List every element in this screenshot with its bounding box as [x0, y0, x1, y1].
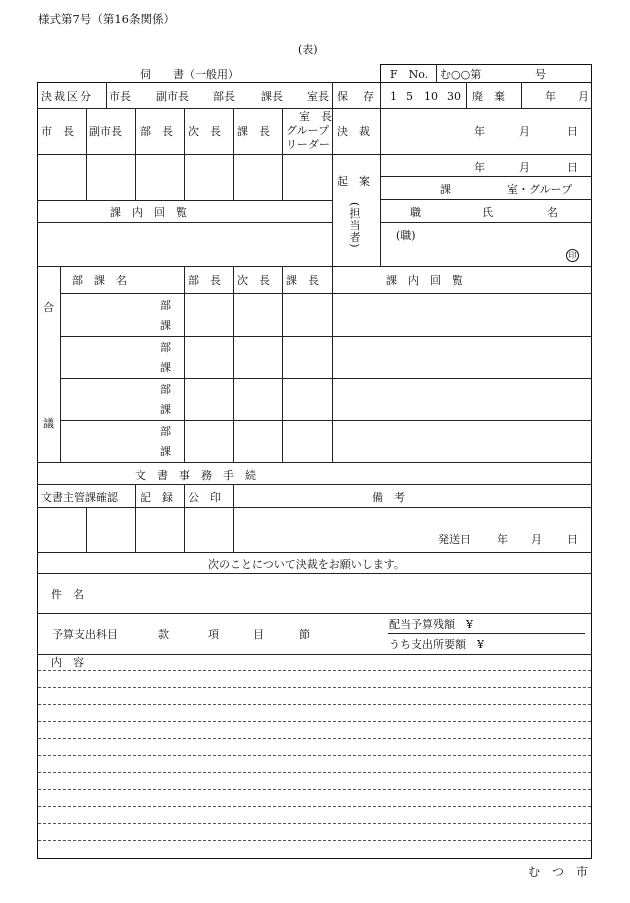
approver-leader: リーダー	[286, 138, 330, 151]
city-name: む つ 市	[528, 865, 589, 879]
gougi-header-kairan: 課 内 回 覧	[386, 274, 463, 287]
gougi-row2-ka: 課	[160, 361, 171, 374]
bunsho-biko: 備 考	[372, 491, 405, 504]
decision-option-office-chief[interactable]: 室長	[307, 90, 329, 103]
kessai-date-month: 月	[519, 125, 530, 138]
hassobi-year: 年	[497, 533, 508, 546]
retention-year-5[interactable]: 5	[406, 90, 413, 103]
bunsho-kiroku: 記 録	[140, 491, 173, 504]
kian-date-month: 月	[519, 161, 530, 174]
gougi-row1-ka: 課	[160, 319, 171, 332]
retention-year-1[interactable]: 1	[390, 90, 397, 103]
kessai-date-day: 日	[567, 125, 578, 138]
f-no-value: む○○第	[440, 68, 482, 81]
form-number: 様式第7号（第16条関係）	[38, 12, 175, 26]
bunsho-title: 文 書 事 務 手 続	[135, 469, 256, 482]
budget-moku: 目	[253, 628, 264, 641]
gougi-header-jicho: 次 長	[237, 274, 270, 287]
decision-label: 決裁区分	[41, 90, 93, 103]
tanto-label: (担当者)	[348, 202, 361, 249]
approver-director: 部 長	[140, 125, 173, 138]
f-no-suffix: 号	[535, 68, 546, 81]
form-title: 伺 書（一般用）	[140, 68, 239, 81]
approver-office-chief: 室 長	[299, 110, 332, 123]
gougi-row4-ka: 課	[160, 445, 171, 458]
ka-nai-kairan-label: 課 内 回 覧	[110, 206, 187, 219]
shoku-label: 職	[410, 206, 421, 219]
gougi-row3-bu: 部	[160, 383, 171, 396]
f-no-box	[380, 64, 592, 84]
budget-label: 予算支出科目	[52, 628, 118, 641]
budget-kan: 款	[158, 628, 169, 641]
discard-month: 月	[578, 90, 589, 103]
kian-shitsu-group: 室・グループ	[507, 183, 573, 196]
kessai-date-year: 年	[474, 125, 485, 138]
retention-label: 保 存	[337, 90, 376, 103]
kian-label: 起 案	[337, 175, 370, 188]
retention-year-10[interactable]: 10	[424, 90, 438, 103]
approver-mayor: 市 長	[41, 125, 74, 138]
decision-option-mayor[interactable]: 市長	[109, 90, 131, 103]
hassobi-label: 発送日	[438, 533, 471, 546]
gougi-row4-bu: 部	[160, 425, 171, 438]
gougi-row3-ka: 課	[160, 403, 171, 416]
kenmei-label: 件 名	[51, 588, 84, 601]
name-label: 名	[547, 206, 558, 219]
approver-section-chief: 課 長	[237, 125, 270, 138]
approver-group: グループ	[286, 124, 330, 137]
gougi-header-kacho: 課 長	[286, 274, 319, 287]
gougi-header-bucho: 部 長	[188, 274, 221, 287]
gougi-header-dept: 部 課 名	[72, 274, 127, 287]
decision-option-section-chief[interactable]: 課長	[261, 90, 283, 103]
shoku-paren: (職)	[396, 229, 416, 242]
bunsho-shukan: 文書主管課確認	[41, 491, 118, 504]
budget-zangaku: 配当予算残額 ¥	[389, 618, 473, 631]
kian-ka: 課	[440, 183, 451, 196]
retention-year-30[interactable]: 30	[447, 90, 461, 103]
shimei-label: 氏	[482, 206, 493, 219]
kian-date-year: 年	[474, 161, 485, 174]
side-label: (表)	[298, 43, 318, 56]
decision-option-director[interactable]: 部長	[213, 90, 235, 103]
gougi-row1-bu: 部	[160, 299, 171, 312]
gougi-label-bottom: 議	[43, 417, 54, 430]
gougi-label-top: 合	[43, 301, 54, 314]
discard-year: 年	[545, 90, 556, 103]
f-no-label: F No.	[390, 68, 429, 81]
seal-mark: 印	[566, 249, 579, 262]
kian-date-day: 日	[567, 161, 578, 174]
hassobi-day: 日	[567, 533, 578, 546]
approver-deputy-director: 次 長	[188, 125, 221, 138]
discard-label: 廃 棄	[472, 90, 505, 103]
budget-setsu: 節	[299, 628, 310, 641]
request-text: 次のことについて決裁をお願いします。	[208, 558, 405, 571]
budget-shishutsu: うち支出所要額 ¥	[389, 638, 484, 651]
bunsho-koin: 公 印	[188, 491, 221, 504]
decision-option-deputy-mayor[interactable]: 副市長	[156, 90, 189, 103]
budget-kou: 項	[208, 628, 219, 641]
kessai-label: 決 裁	[337, 125, 370, 138]
naiyo-label: 内 容	[51, 656, 84, 669]
gougi-row2-bu: 部	[160, 341, 171, 354]
approver-deputy-mayor: 副市長	[89, 125, 122, 138]
hassobi-month: 月	[531, 533, 542, 546]
